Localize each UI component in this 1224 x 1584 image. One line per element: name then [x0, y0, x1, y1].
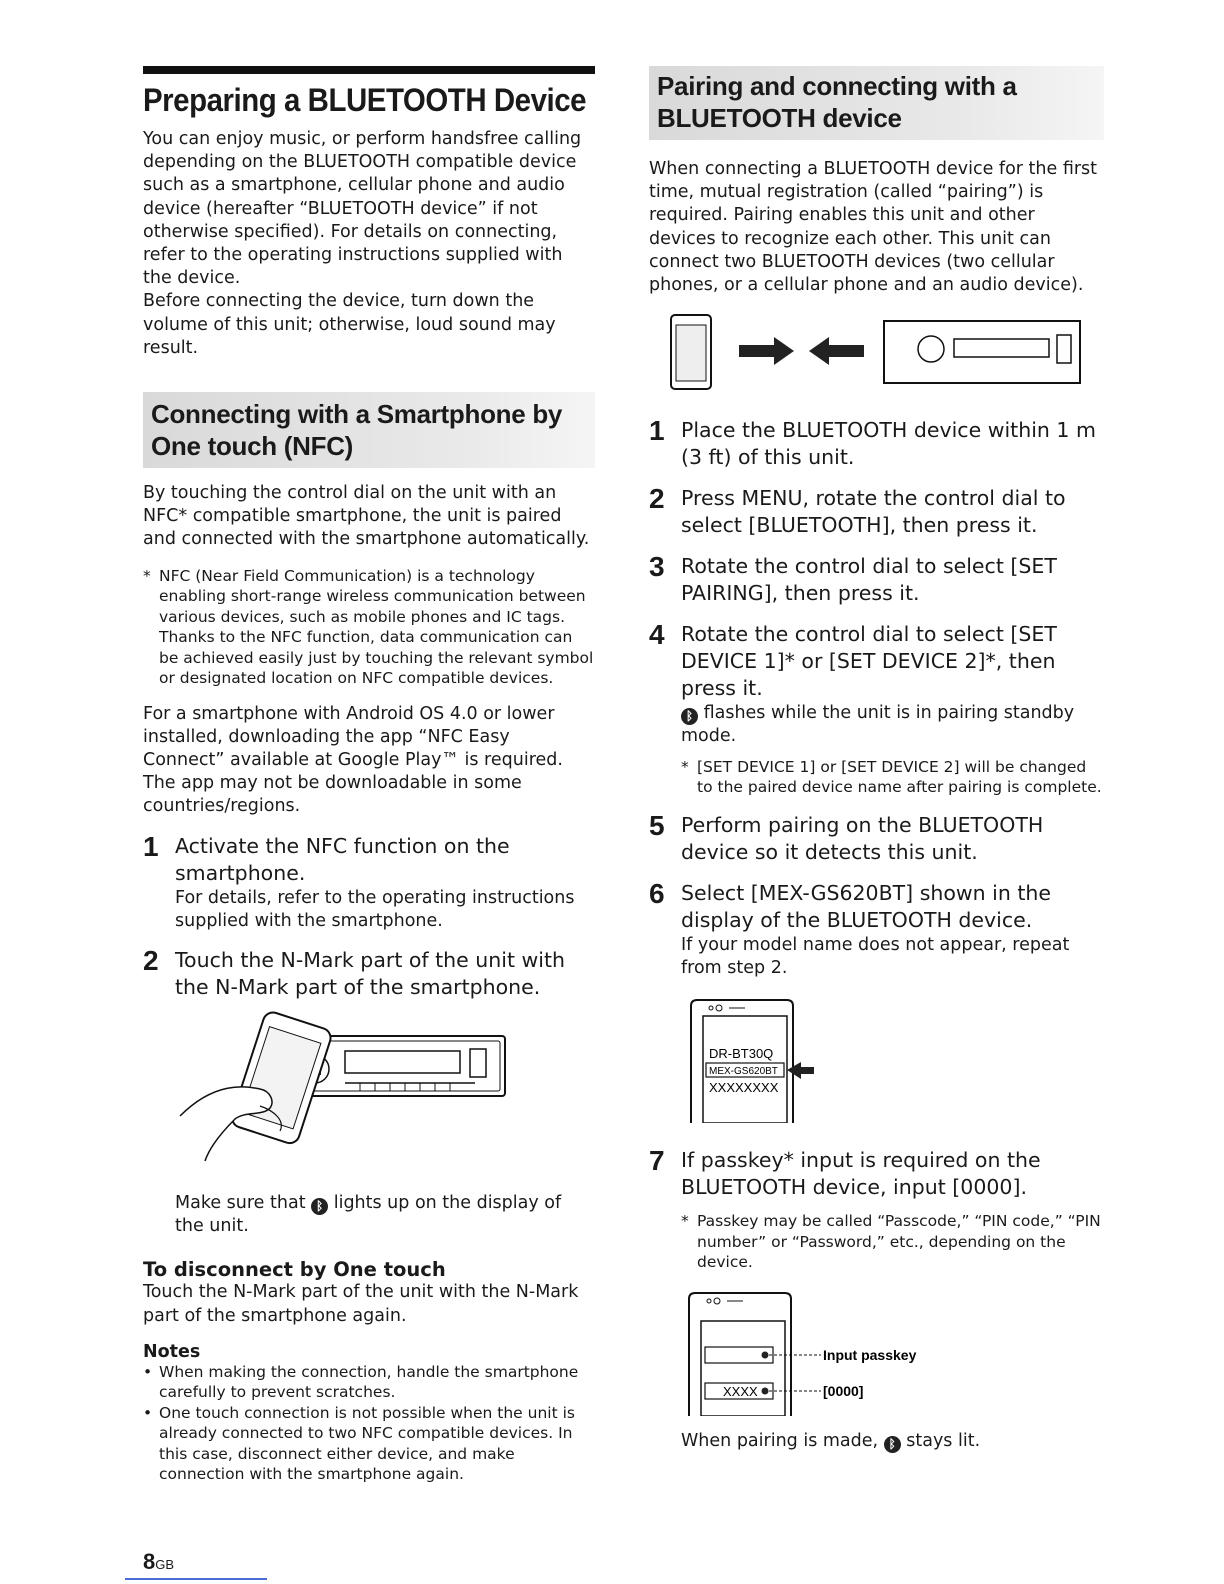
device-list-item-3: XXXXXXXX: [709, 1080, 779, 1096]
pairing-step-4-body-text: flashes while the unit is in pairing standby mode.: [681, 703, 1075, 747]
device-list-item-2: MEX-GS620BT: [709, 1066, 778, 1078]
pairing-step-3-title: Rotate the control dial to select [SET PAIRING], then press it.: [681, 554, 1057, 606]
pairing-step-5: [649, 809, 1104, 866]
pairing-step-6-body: If your model name does not appear, repeat from step 2.: [681, 934, 1070, 978]
step-number: 4: [649, 619, 665, 651]
passkey-label-value: [0000]: [823, 1382, 864, 1399]
bluetooth-icon: ᛒ: [681, 708, 698, 725]
intro-paragraph-2: Before connecting the device, turn down the volume of this unit; otherwise, loud sound may result.: [143, 291, 556, 358]
step-number: 1: [649, 415, 665, 447]
pairing-step-5-title: Perform pairing on the BLUETOOTH device so it detects this unit.: [681, 812, 1044, 864]
device-list-illustration: [689, 998, 849, 1123]
pairing-step-1: [649, 417, 1104, 471]
bluetooth-icon: ᛒ: [311, 1198, 328, 1215]
pairing-illustration: [669, 313, 1109, 393]
pairing-heading: Pairing and connecting with a BLUETOOTH device: [657, 71, 1017, 133]
step-number: 3: [649, 551, 665, 583]
nfc-step-2-after-b: lights up on the display of the unit.: [175, 1193, 562, 1237]
pairing-final-note: [681, 1430, 1104, 1453]
pairing-step-2: [649, 485, 1104, 539]
nfc-step-1: 1 Activate the NFC function on the smartphone. For details, refer to the operating instructions supplied with the smartphone.: [143, 833, 595, 933]
step-number: 2: [649, 483, 665, 515]
pairing-step-6-title: Select [MEX-GS620BT] shown in the display of the BLUETOOTH device.: [681, 880, 1052, 932]
pairing-section-header: [649, 66, 1104, 140]
pairing-step-3: [649, 553, 1104, 607]
step-7-footnote-text: Passkey may be called “Passcode,” “PIN code,” “PIN number” or “Password,” etc., depending on the device.: [697, 1212, 1101, 1272]
step-number: 5: [649, 809, 665, 841]
page-title: Preparing a BLUETOOTH Device: [143, 82, 587, 118]
nfc-paragraph-2: For a smartphone with Android OS 4.0 or lower installed, downloading the app “NFC Easy Connect” available at Google Play™ is required. The app may not be downloadable in some countries/regions.: [143, 703, 563, 817]
nfc-step-1-body: For details, refer to the operating instructions supplied with the smartphone.: [175, 887, 575, 931]
note-item: • When making the connection, handle the smartphone carefully to prevent scratches.: [143, 1362, 595, 1403]
nfc-step-2-after-a: Make sure that: [175, 1193, 306, 1214]
nfc-paragraph-1: By touching the control dial on the unit with an NFC* compatible smartphone, the unit is paired and connected with the smartphone automatically.: [143, 483, 590, 550]
right-column: [649, 66, 1104, 1453]
passkey-label-input: Input passkey: [823, 1346, 917, 1363]
step-7-footnote: * Passkey may be called “Passcode,” “PIN code,” “PIN number” or “Password,” etc., depending on the device.: [681, 1211, 1104, 1273]
pairing-step-2-title: Press MENU, rotate the control dial to select [BLUETOOTH], then press it.: [681, 486, 1066, 538]
nfc-step-2: 2 Touch the N-Mark part of the unit with the N-Mark part of the smartphone. Make sure that ᛒ lights up on the display of the unit.: [143, 947, 595, 1238]
step-number: 6: [649, 877, 665, 909]
nfc-section-header: [143, 392, 595, 468]
passkey-field-value: XXXX: [723, 1383, 758, 1399]
bluetooth-icon: ᛒ: [884, 1436, 901, 1453]
passkey-illustration: [687, 1291, 947, 1416]
pairing-step-4-title: Rotate the control dial to select [SET DEVICE 1]* or [SET DEVICE 2]*, then press it.: [681, 622, 1057, 701]
intro-paragraph-1: You can enjoy music, or perform handsfree calling depending on the BLUETOOTH compatible device such as a smartphone, cellular phone and audio device (hereafter “BLUETOOTH device” if not otherwise specified). For details on connecting, refer to the operating instructions supplied with the device.: [143, 129, 582, 289]
page-number-value: 8: [143, 1549, 156, 1574]
disconnect-body: Touch the N-Mark part of the unit with the N-Mark part of the smartphone again.: [143, 1282, 579, 1326]
nfc-step-2-after: [175, 1192, 595, 1238]
footer-link-underline: [125, 1578, 267, 1580]
pairing-step-4-body: [681, 702, 1104, 748]
note-item: • One touch connection is not possible when the unit is already connected to two NFC compatible devices. In this case, disconnect either device, and make connection with the smartphone again.: [143, 1403, 595, 1485]
pairing-step-6: [649, 877, 1104, 1123]
nfc-step-1-title: Activate the NFC function on the smartphone.: [175, 833, 510, 885]
note-text-1: When making the connection, handle the smartphone carefully to prevent scratches.: [159, 1362, 579, 1402]
pairing-step-4: [649, 621, 1104, 797]
pairing-intro: When connecting a BLUETOOTH device for the first time, mutual registration (called “pairing”) is required. Pairing enables this unit and other devices to recognize each other. This unit can connect two BLUETOOTH devices (two cellular phones, or a cellular phone and an audio device).: [649, 159, 1098, 296]
pairing-step-1-title: Place the BLUETOOTH device within 1 m (3 ft) of this unit.: [681, 418, 1096, 470]
device-list-item-1: DR-BT30Q: [709, 1046, 774, 1062]
title-rule: [143, 66, 595, 74]
nfc-heading: Connecting with a Smartphone by One touch (NFC): [151, 399, 563, 462]
pairing-step-7: [649, 1147, 1104, 1453]
page-number-suffix: GB: [155, 1557, 175, 1572]
step-number: 7: [649, 1145, 665, 1177]
nfc-step-2-title: Touch the N-Mark part of the unit with the N-Mark part of the smartphone.: [175, 948, 566, 1000]
step-4-footnote: * [SET DEVICE 1] or [SET DEVICE 2] will be changed to the paired device name after pairing is complete.: [681, 757, 1104, 798]
left-column: [143, 66, 595, 1485]
pairing-final-b: stays lit.: [906, 1430, 981, 1451]
page-number: [143, 1549, 174, 1575]
disconnect-heading: To disconnect by One touch: [143, 1258, 446, 1282]
nfc-footnote-text: NFC (Near Field Communication) is a technology enabling short-range wireless communication between various devices, such as mobile phones and IC tags. Thanks to the NFC function, data communication can be achieved easily just by touching the relevant symbol or designated location on NFC compatible devices.: [159, 566, 594, 688]
notes-heading: Notes: [143, 1341, 201, 1362]
pairing-step-7-title: If passkey* input is required on the BLUETOOTH device, input [0000].: [681, 1148, 1041, 1200]
nfc-touch-illustration: [175, 1011, 525, 1176]
nfc-footnote: * NFC (Near Field Communication) is a technology enabling short-range wireless communication between various devices, such as mobile phones and IC tags. Thanks to the NFC function, data communication can be achieved easily just by touching the relevant symbol or designated location on NFC compatible devices.: [143, 566, 594, 688]
pairing-final-a: When pairing is made,: [681, 1430, 879, 1451]
step-4-footnote-text: [SET DEVICE 1] or [SET DEVICE 2] will be changed to the paired device name after pairing is complete.: [697, 757, 1102, 797]
note-text-2: One touch connection is not possible when the unit is already connected to two NFC compatible devices. In this case, disconnect either device, and make connection with the smartphone again.: [159, 1403, 575, 1484]
